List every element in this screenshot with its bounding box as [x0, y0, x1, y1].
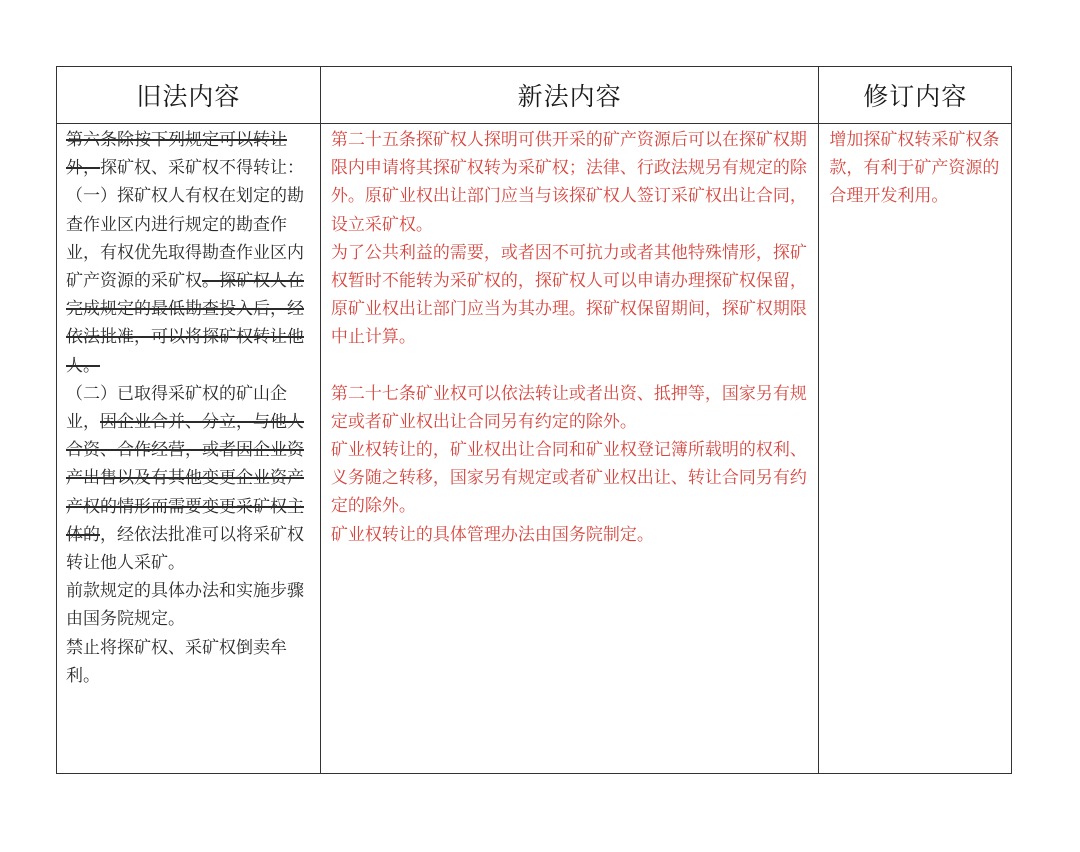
old-law-deleted-text: 第六条除按下列规定可以转让外， [66, 130, 287, 179]
revision-text: 增加探矿权转采矿权条款，有利于矿产资源的合理开发利用。 [829, 130, 1000, 207]
old-law-para-5: 禁止将探矿权、采矿权倒卖牟利。 [66, 637, 287, 686]
old-law-text: 探矿权、采矿权不得转让： [100, 158, 304, 179]
header-row [57, 67, 1012, 124]
new-law-para-3: 第二十七条矿业权可以依法转让或者出资、抵押等，国家另有规定或者矿业权出让合同另有约定的除外。 [330, 383, 807, 432]
old-law-deleted-text: 。探矿权人在完成规定的最低勘查投入后，经依法批准，可以将探矿权转让他人。 [66, 271, 304, 376]
header-new-law: 新法内容 [320, 67, 819, 124]
paragraph-gap [331, 352, 811, 380]
new-law-para-1: 第二十五条探矿权人探明可供开采的矿产资源后可以在探矿权期限内申请将其探矿权转为采矿权；法律、行政法规另有规定的除外。原矿业权出让部门应当与该探矿权人签订采矿权出让合同，设立采矿权。 [330, 130, 807, 235]
old-law-text: （二）已取得采矿权的矿山企业， [66, 383, 287, 433]
header-revision: 修订内容 [819, 67, 1012, 124]
old-law-para-4: 前款规定的具体办法和实施步骤由国务院规定。 [66, 581, 304, 630]
old-law-para-1 [66, 126, 312, 182]
header-old-law: 旧法内容 [57, 67, 321, 124]
new-law-cell [320, 124, 819, 774]
law-comparison-table [56, 66, 1012, 774]
new-law-para-5: 矿业权转让的具体管理办法由国务院制定。 [330, 524, 654, 545]
old-law-text: （一）探矿权人有权在划定的勘查作业区内进行规定的勘查作业，有权优先取得勘查作业区内矿产资源的采矿权 [66, 186, 304, 292]
new-law-para-4: 矿业权转让的，矿业权出让合同和矿业权登记簿所载明的权利、义务随之转移，国家另有规定或者矿业权出让、转让合同另有约定的除外。 [330, 440, 807, 517]
old-law-para-2 [66, 182, 312, 379]
revision-cell [819, 124, 1012, 774]
old-law-deleted-text: 因企业合并、分立，与他人合资、合作经营，或者因企业资产出售以及有其他变更企业资产产权的情形而需要变更采矿权主体的 [66, 412, 304, 545]
new-law-para-2: 为了公共利益的需要，或者因不可抗力或者其他特殊情形，探矿权暂时不能转为采矿权的，探矿权人可以申请办理探矿权保留，原矿业权出让部门应当为其办理。探矿权保留期间，探矿权期限中止计算。 [330, 242, 807, 348]
content-row [57, 124, 1012, 774]
old-law-para-3 [66, 380, 312, 577]
old-law-cell [57, 124, 321, 774]
old-law-text: ，经依法批准可以将采矿权转让他人采矿。 [66, 524, 304, 574]
